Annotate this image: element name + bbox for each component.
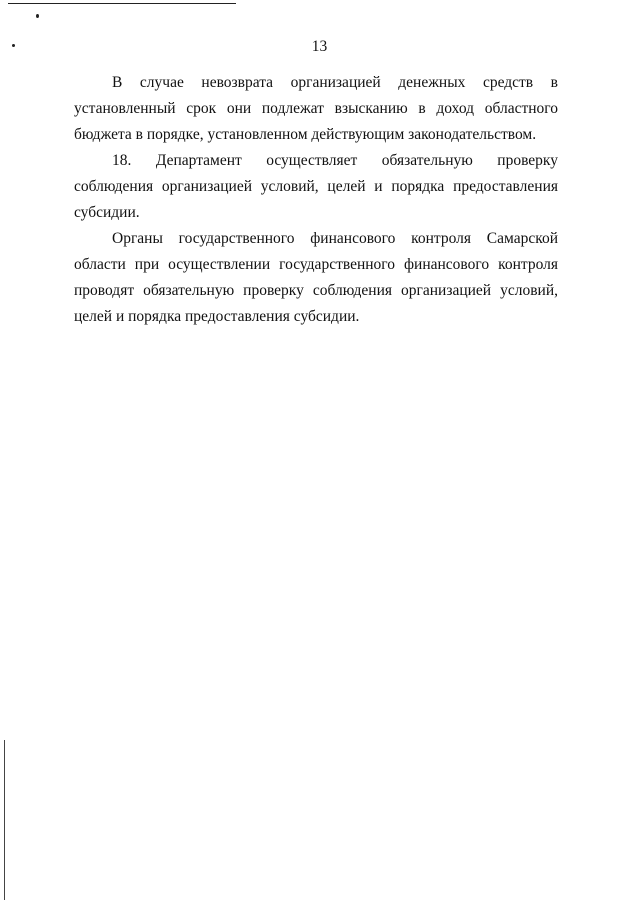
scan-top-rule <box>8 3 236 4</box>
scan-speck <box>36 14 39 18</box>
page-number: 13 <box>311 38 328 55</box>
paragraph-refund: В случае невозврата организацией денежных средств в установленный срок они подлежат взысканию в доход областного бюджета в порядке, установленном действующим законодательством. <box>74 74 558 143</box>
document-body <box>74 70 558 330</box>
scan-mark <box>4 740 5 900</box>
paragraph-18: 18. Департамент осуществляет обязательную проверку соблюдения организацией условий, целей и порядка предоставления субсидии. <box>74 152 558 221</box>
paragraph-control-bodies: Органы государственного финансового контроля Самарской области при осуществлении государственного финансового контроля проводят обязательную проверку соблюдения организацией условий, целей и порядка предоставления субсидии. <box>74 230 558 325</box>
